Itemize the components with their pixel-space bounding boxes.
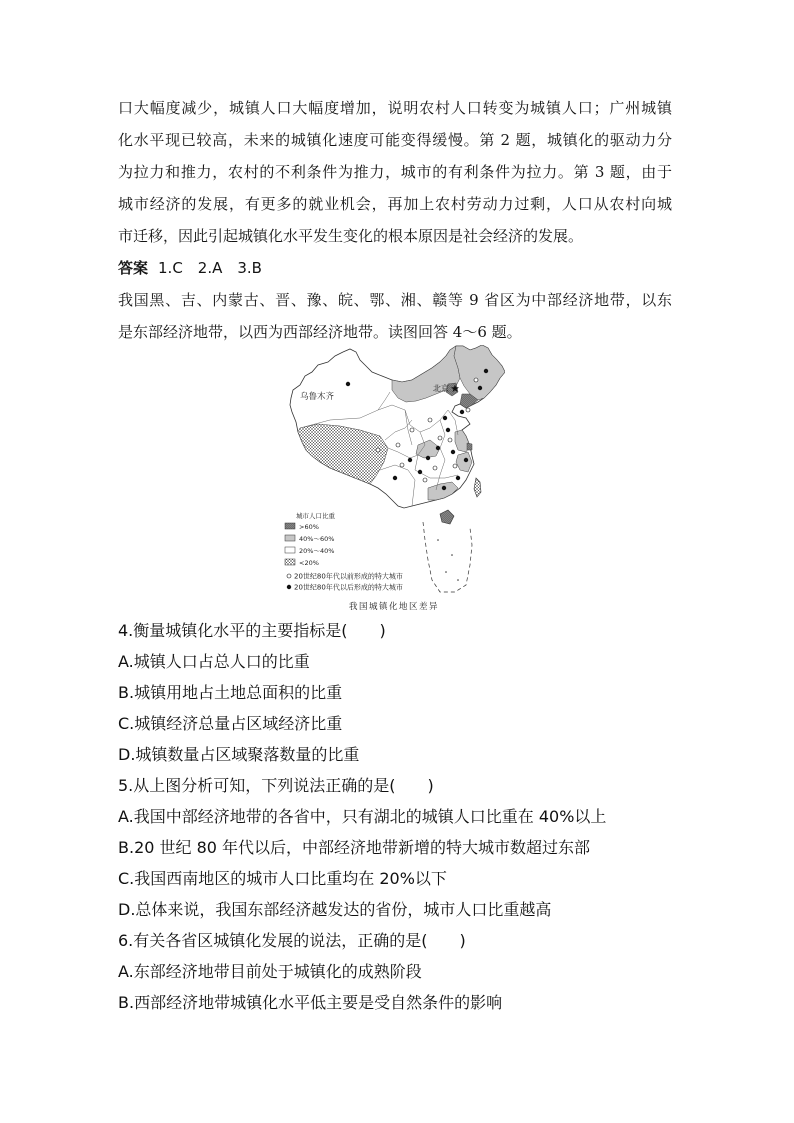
intro-line: 是东部经济地带，以西为西部经济地带。读图回答 4～6 题。 [118, 323, 522, 341]
explanation-line: 城市经济的发展，有更多的就业机会，再加上农村劳动力过剩，人口从农村向城 [118, 195, 672, 213]
explanation-block [118, 92, 672, 348]
legend-swatch-40-60 [285, 535, 295, 541]
city-marker-before-1980 [396, 443, 400, 447]
explanation-line: 化水平现已较高，未来的城镇化速度可能变得缓慢。第 2 题，城镇化的驱动力分 [118, 131, 672, 149]
region-hainan [440, 510, 454, 524]
legend-title: 城市人口比重 [296, 512, 335, 520]
explanation-line: 市迁移，因此引起城镇化水平发生变化的根本原因是社会经济的发展。 [118, 227, 584, 245]
city-marker-before-1980 [466, 408, 470, 412]
question-option: C.我国西南地区的城市人口比重均在 20%以下 [118, 869, 447, 888]
china-urbanization-map [283, 345, 505, 613]
answer-text: 1.C 2.A 3.B [158, 259, 262, 277]
legend-item: >60% [299, 523, 319, 531]
city-marker-after-1980 [456, 476, 460, 480]
city-marker-before-1980 [438, 436, 442, 440]
question-stem: 6.有关各省区城镇化发展的说法，正确的是( ) [118, 931, 466, 950]
south-china-sea-boundary [423, 522, 472, 592]
legend-city-after: 20世纪80年代以后形成的特大城市 [294, 583, 403, 592]
intro-line: 我国黑、吉、内蒙古、晋、豫、皖、鄂、湘、赣等 9 省区为中部经济地带，以东 [118, 291, 672, 309]
question-option: D.城镇数量占区域聚落数量的比重 [118, 745, 360, 764]
city-marker-after-1980 [426, 456, 430, 460]
map-legend [285, 511, 403, 592]
city-marker-before-1980 [376, 448, 380, 452]
label-urumqi: 乌鲁木齐 [300, 392, 335, 402]
city-marker-before-1980 [474, 378, 478, 382]
question-option: B.20 世纪 80 年代以后，中部经济地带新增的特大城市数超过东部 [118, 838, 591, 857]
city-marker-after-1980 [408, 458, 412, 462]
question-option: B.西部经济地带城镇化水平低主要是受自然条件的影响 [118, 993, 503, 1012]
region-taiwan [474, 478, 481, 497]
question-option: A.我国中部经济地带的各省中，只有湖北的城镇人口比重在 40%以上 [118, 807, 607, 826]
city-marker-after-1980 [478, 386, 482, 390]
legend-filled-circle-icon [287, 585, 291, 589]
city-marker-after-1980 [443, 416, 447, 420]
map-caption: 我国城镇化地区差异 [348, 602, 440, 612]
city-marker-after-1980 [418, 470, 422, 474]
city-marker-before-1980 [428, 418, 432, 422]
legend-open-circle-icon [287, 574, 291, 578]
legend-swatch-below-20 [285, 559, 295, 565]
city-marker-after-1980 [460, 410, 464, 414]
city-marker-before-1980 [410, 428, 414, 432]
region-shanghai [467, 443, 472, 450]
legend-swatch-above-60 [285, 523, 295, 529]
city-marker-before-1980 [400, 463, 404, 467]
question-option: A.城镇人口占总人口的比重 [118, 652, 310, 671]
city-marker-after-1980 [393, 476, 397, 480]
legend-swatch-20-40 [285, 547, 295, 553]
legend-item: 40%～60% [299, 535, 335, 543]
city-marker-before-1980 [423, 478, 427, 482]
questions-block [118, 615, 672, 1018]
city-marker-before-1980 [433, 466, 437, 470]
explanation-line: 为拉力和推力，农村的不利条件为推力，城市的有利条件为拉力。第 3 题，由于 [118, 163, 672, 181]
city-marker-before-1980 [448, 438, 452, 442]
label-beijing: 北京 [433, 384, 449, 393]
answer-label: 答案 [118, 259, 149, 277]
city-marker-after-1980 [451, 450, 455, 454]
explanation-line: 口大幅度减少，城镇人口大幅度增加，说明农村人口转变为城镇人口；广州城镇 [118, 99, 672, 117]
question-stem: 4.衡量城镇化水平的主要指标是( ) [118, 621, 386, 640]
city-marker-after-1980 [436, 446, 440, 450]
south-china-sea-islands [437, 539, 459, 581]
city-marker-after-1980 [442, 486, 446, 490]
question-option: C.城镇经济总量占区域经济比重 [118, 714, 343, 733]
city-marker-after-1980 [346, 382, 350, 386]
city-marker-after-1980 [484, 369, 488, 373]
legend-item: 20%～40% [299, 547, 335, 555]
city-marker-after-1980 [446, 428, 450, 432]
legend-city-before: 20世纪80年代以前形成的特大城市 [294, 572, 403, 581]
city-marker-after-1980 [464, 458, 468, 462]
question-stem: 5.从上图分析可知，下列说法正确的是( ) [118, 776, 434, 795]
question-option: D.总体来说，我国东部经济越发达的省份，城市人口比重越高 [118, 900, 552, 919]
answer-line [118, 252, 672, 284]
city-marker-before-1980 [453, 464, 457, 468]
question-option: B.城镇用地占土地总面积的比重 [118, 683, 343, 702]
legend-item: <20% [299, 559, 319, 567]
question-option: A.东部经济地带目前处于城镇化的成熟阶段 [118, 962, 422, 981]
